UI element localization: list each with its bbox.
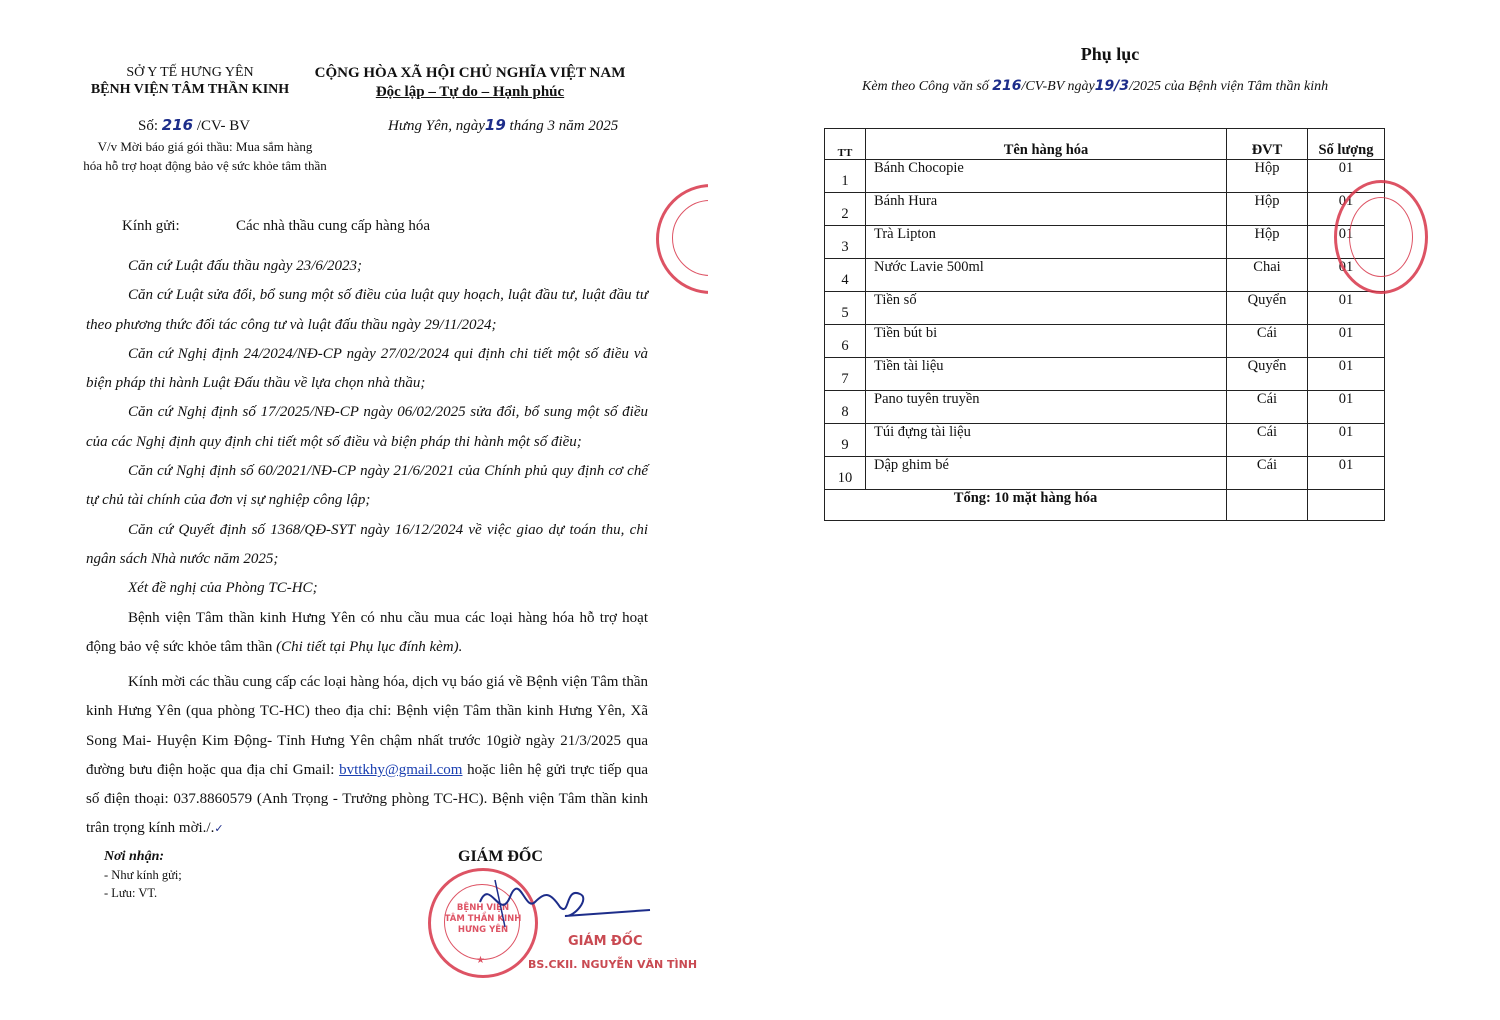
- table-row: 3 Trà Lipton Hộp 01: [825, 226, 1385, 259]
- basis-item: Xét đề nghị của Phòng TC-HC;: [128, 580, 318, 597]
- table-total: Tổng: 10 mặt hàng hóa: [825, 490, 1227, 521]
- invitation-paragraph: Kính mời các thầu cung cấp các loại hàng hóa, dịch vụ báo giá về Bệnh viện Tâm thần kinh Hưng Yên (qua phòng TC-HC) theo địa chỉ: Bệnh viện Tâm thần kinh Hưng Yên, Xã Song Mai- Huyện Kim Động- Tỉnh Hưng Yên chậm nhất trước 10giờ ngày 21/3/2025 qua đường bưu điện hoặc qua địa chỉ Gmail: bvttkhy@gmail.com hoặc liên hệ gửi trực tiếp qua số điện thoại: 037.8860579 (Anh Trọng - Trưởng phòng TC-HC). Bệnh viện Tâm thần kinh trân trọng kính mời./.✓: [86, 674, 648, 837]
- appendix-title: Phụ lục: [1080, 44, 1140, 64]
- col-qty: Số lượng: [1308, 129, 1385, 160]
- table-row: 2 Bánh Hura Hộp 01: [825, 193, 1385, 226]
- national-title: CỘNG HÒA XÃ HỘI CHỦ NGHĨA VIỆT NAM: [314, 65, 626, 81]
- col-unit: ĐVT: [1227, 129, 1308, 160]
- director-signature: [470, 872, 660, 932]
- table-row: 5 Tiền số Quyển 01: [825, 292, 1385, 325]
- greeting-label: Kính gửi:: [122, 218, 180, 234]
- national-motto: Độc lập – Tự do – Hạnh phúc: [375, 84, 565, 100]
- need-paragraph: Bệnh viện Tâm thần kinh Hưng Yên có nhu cầu mua các loại hàng hóa hỗ trợ hoạt động bảo vệ sức khỏe tâm thần (Chi tiết tại Phụ lục đính kèm).: [86, 609, 648, 655]
- initials-mark: ✓: [214, 822, 224, 836]
- place-date: Hưng Yên, ngày19 tháng 3 năm 2025: [388, 116, 619, 134]
- table-total-row: [825, 490, 1385, 521]
- official-seal: BỆNH VIỆN TÂM THẦN KINH HƯNG YÊN ★: [428, 868, 538, 978]
- table-row: 9 Túi đựng tài liệu Cái 01: [825, 424, 1385, 457]
- table-row: 8 Pano tuyên truyền Cái 01: [825, 391, 1385, 424]
- greeting: [122, 218, 180, 235]
- col-name: Tên hàng hóa: [866, 129, 1227, 160]
- signer-title: GIÁM ĐỐC: [458, 848, 543, 865]
- issuer-header: [70, 64, 310, 98]
- greeting-recipient: Các nhà thầu cung cấp hàng hóa: [236, 218, 431, 234]
- table-row: 6 Tiền bút bi Cái 01: [825, 325, 1385, 358]
- table-row: 10 Dập ghim bé Cái 01: [825, 457, 1385, 490]
- subject: V/v Mời báo giá gói thầu: Mua sắm hàng hóa hỗ trợ hoạt động bảo vệ sức khỏe tâm thần: [83, 139, 327, 173]
- page-gap: [708, 170, 768, 300]
- issuer-department: SỞ Y TẾ HƯNG YÊN: [126, 65, 254, 80]
- handwritten-number: 216: [161, 116, 194, 134]
- handwritten-day: 19: [484, 116, 506, 134]
- basis-item: Căn cứ Nghị định 24/2024/NĐ-CP ngày 27/02/2024 qui định chi tiết một số điều và biện pháp thi hành Luật Đấu thầu về lựa chọn nhà thầu;: [86, 345, 648, 392]
- legal-basis: [86, 252, 648, 662]
- issuer-hospital: BỆNH VIỆN TÂM THẦN KINH: [90, 82, 290, 97]
- signer-name: BS.CKII. NGUYỄN VĂN TÌNH: [528, 958, 698, 971]
- table-header: [825, 129, 1385, 160]
- email-link[interactable]: bvttkhy@gmail.com: [339, 761, 463, 778]
- col-tt: TT: [825, 129, 866, 160]
- national-header: [300, 64, 640, 102]
- goods-table: [824, 128, 1385, 521]
- document-number: Số: 216 /CV- BV: [138, 116, 251, 134]
- basis-item: Căn cứ Nghị định số 17/2025/NĐ-CP ngày 06/02/2025 sửa đổi, bổ sung một số điều của các Nghị định quy định chi tiết một số điều và biện pháp thi hành một số điều;: [86, 404, 648, 450]
- signer-title-stamp: GIÁM ĐỐC: [568, 934, 643, 949]
- basis-item: Căn cứ Luật sửa đổi, bổ sung một số điều của luật quy hoạch, luật đầu tư, luật đầu tư theo phương thức đối tác công tư và luật đấu thầu ngày 29/11/2024;: [86, 287, 648, 333]
- margin-seal-right: [1334, 180, 1428, 294]
- appendix-subtitle: Kèm theo Công văn số 216/CV-BV ngày19/3/2025 của Bệnh viện Tâm thần kinh: [862, 78, 1329, 94]
- recipient-item: - Lưu: VT.: [104, 886, 158, 900]
- table-row: 1 Bánh Chocopie Hộp 01: [825, 160, 1385, 193]
- table-row: 4 Nước Lavie 500ml Chai 01: [825, 259, 1385, 292]
- recipients-title: Nơi nhận:: [104, 849, 165, 864]
- basis-item: Căn cứ Luật đấu thầu ngày 23/6/2023;: [128, 258, 363, 274]
- recipient-item: - Như kính gửi;: [104, 868, 182, 882]
- basis-item: Căn cứ Nghị định số 60/2021/NĐ-CP ngày 21/6/2021 của Chính phủ quy định cơ chế tự chủ tài chính của đơn vị sự nghiệp công lập;: [86, 463, 648, 509]
- table-row: 7 Tiền tài liệu Quyển 01: [825, 358, 1385, 391]
- recipients-block: [104, 848, 182, 902]
- basis-item: Căn cứ Quyết định số 1368/QĐ-SYT ngày 16/12/2024 về việc giao dự toán thu, chi ngân sách Nhà nước năm 2025;: [86, 521, 648, 567]
